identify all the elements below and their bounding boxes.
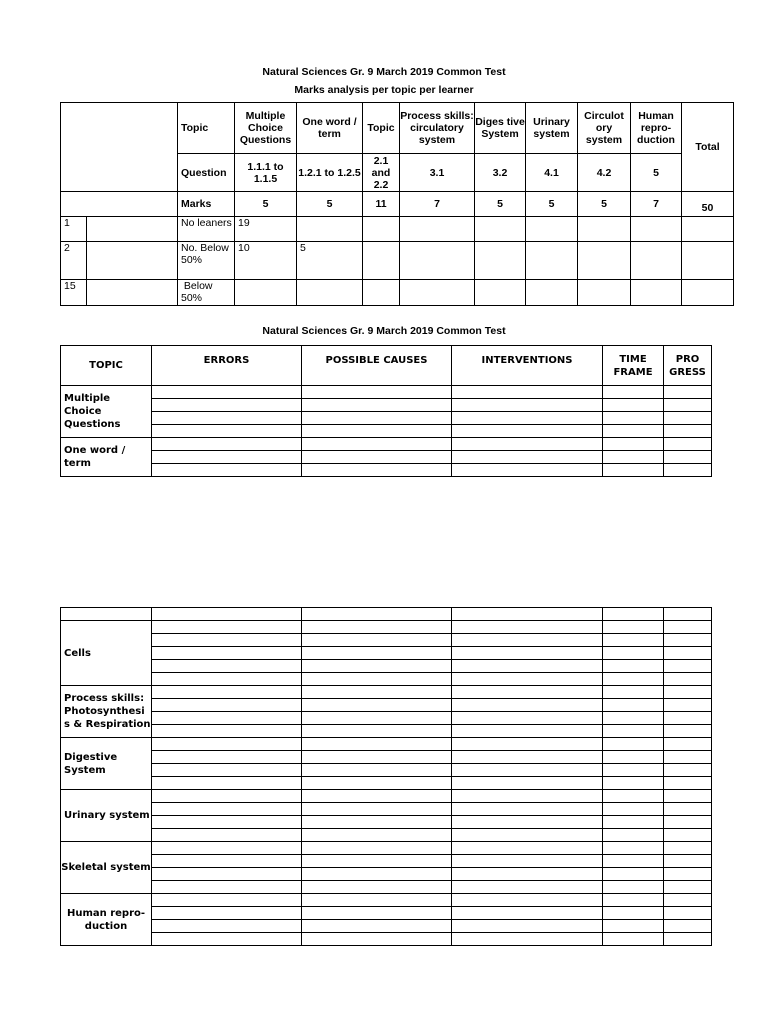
- blank-cell: [682, 242, 734, 280]
- marks-cell: 5: [526, 192, 578, 217]
- time-frame-column-header: TIME FRAME: [603, 346, 664, 386]
- topic-cell: Multiple Choice Questions: [61, 386, 152, 438]
- empty-cell: [603, 790, 664, 803]
- empty-cell: [664, 712, 712, 725]
- empty-cell: [664, 660, 712, 673]
- topic-header: Circulot ory system: [578, 103, 631, 154]
- empty-cell: [664, 438, 712, 451]
- empty-cell: [152, 816, 302, 829]
- empty-cell: [452, 894, 603, 907]
- topic-cell: Human repro-duction: [61, 894, 152, 946]
- empty-cell: [152, 764, 302, 777]
- value-cell: [578, 242, 631, 280]
- value-cell: [475, 217, 526, 242]
- plan-row: [61, 881, 712, 894]
- topic-cell: Process skills: Photosynthesi s & Respiration: [61, 686, 152, 738]
- question-cell: 1.1.1 to 1.1.5: [235, 154, 297, 192]
- empty-cell: [302, 464, 452, 477]
- empty-cell: [664, 699, 712, 712]
- empty-cell: [152, 608, 302, 621]
- empty-cell: [603, 438, 664, 451]
- empty-cell: [152, 647, 302, 660]
- empty-cell: [152, 464, 302, 477]
- plan-row: [61, 894, 712, 907]
- empty-cell: [302, 920, 452, 933]
- empty-cell: [152, 621, 302, 634]
- blank-cell: [682, 280, 734, 306]
- empty-cell: [452, 751, 603, 764]
- plan-row: [61, 803, 712, 816]
- empty-cell: [603, 725, 664, 738]
- topic-header: Topic: [363, 103, 400, 154]
- value-cell: [235, 280, 297, 306]
- empty-cell: [603, 712, 664, 725]
- empty-cell: [452, 933, 603, 946]
- question-row-label: Question: [178, 154, 235, 192]
- empty-cell: [452, 412, 603, 425]
- empty-cell: [452, 451, 603, 464]
- empty-cell: [603, 764, 664, 777]
- plan-row: [61, 738, 712, 751]
- marks-analysis-table: [60, 102, 734, 306]
- empty-cell: [302, 725, 452, 738]
- empty-cell: [452, 790, 603, 803]
- empty-cell: [664, 868, 712, 881]
- empty-cell: [664, 920, 712, 933]
- value-cell: 5: [297, 242, 363, 280]
- empty-cell: [664, 816, 712, 829]
- empty-cell: [152, 425, 302, 438]
- empty-cell: [302, 608, 452, 621]
- plan-row: [61, 621, 712, 634]
- empty-cell: [452, 920, 603, 933]
- empty-cell: [664, 399, 712, 412]
- empty-cell: [664, 412, 712, 425]
- empty-cell: [302, 412, 452, 425]
- empty-cell: [452, 621, 603, 634]
- empty-cell: [152, 386, 302, 399]
- interventions-column-header: INTERVENTIONS: [452, 346, 603, 386]
- empty-cell: [603, 829, 664, 842]
- empty-cell: [152, 803, 302, 816]
- empty-cell: [603, 803, 664, 816]
- empty-cell: [152, 399, 302, 412]
- empty-cell: [302, 751, 452, 764]
- empty-cell: [664, 673, 712, 686]
- value-cell: [578, 280, 631, 306]
- empty-cell: [452, 907, 603, 920]
- plan-row: [61, 751, 712, 764]
- plan-row: [61, 777, 712, 790]
- plan-row: [61, 907, 712, 920]
- blank-cell: [682, 217, 734, 242]
- section-title: Natural Sciences Gr. 9 March 2019 Common Test: [262, 325, 506, 337]
- empty-cell: [603, 660, 664, 673]
- empty-cell: [603, 608, 664, 621]
- empty-cell: [603, 673, 664, 686]
- empty-cell: [302, 686, 452, 699]
- value-cell: [475, 280, 526, 306]
- blank-topic-cell: [61, 608, 152, 621]
- empty-cell: [302, 425, 452, 438]
- value-cell: [475, 242, 526, 280]
- topic-cell: Digestive System: [61, 738, 152, 790]
- empty-cell: [152, 881, 302, 894]
- plan-row: [61, 764, 712, 777]
- causes-column-header: POSSIBLE CAUSES: [302, 346, 452, 386]
- empty-cell: [302, 803, 452, 816]
- row-number: 15: [61, 280, 87, 306]
- empty-cell: [452, 634, 603, 647]
- topic-cell: One word / term: [61, 438, 152, 477]
- empty-cell: [603, 386, 664, 399]
- corner-cell: [61, 103, 178, 192]
- empty-cell: [452, 777, 603, 790]
- value-cell: 10: [235, 242, 297, 280]
- empty-cell: [603, 920, 664, 933]
- empty-cell: [452, 699, 603, 712]
- empty-cell: [302, 673, 452, 686]
- value-cell: [297, 280, 363, 306]
- empty-cell: [152, 933, 302, 946]
- empty-cell: [603, 399, 664, 412]
- value-cell: [631, 280, 682, 306]
- empty-cell: [302, 816, 452, 829]
- marks-cell: 7: [400, 192, 475, 217]
- plan-row: [61, 425, 712, 438]
- marks-cell: 7: [631, 192, 682, 217]
- empty-cell: [452, 464, 603, 477]
- marks-cell: 5: [578, 192, 631, 217]
- empty-cell: [302, 777, 452, 790]
- empty-cell: [664, 842, 712, 855]
- value-cell: [400, 280, 475, 306]
- empty-cell: [452, 686, 603, 699]
- plan-row: [61, 660, 712, 673]
- value-cell: [526, 280, 578, 306]
- marks-cell: 11: [363, 192, 400, 217]
- plan-row: [61, 634, 712, 647]
- empty-cell: [664, 386, 712, 399]
- empty-cell: [452, 855, 603, 868]
- empty-cell: [452, 829, 603, 842]
- row-number: 1: [61, 217, 87, 242]
- empty-cell: [302, 699, 452, 712]
- question-cell: 3.2: [475, 154, 526, 192]
- empty-cell: [302, 621, 452, 634]
- empty-cell: [152, 842, 302, 855]
- empty-cell: [302, 881, 452, 894]
- empty-cell: [152, 673, 302, 686]
- question-cell: 5: [631, 154, 682, 192]
- empty-cell: [603, 425, 664, 438]
- empty-cell: [152, 660, 302, 673]
- plan-row: [61, 608, 712, 621]
- empty-cell: [152, 855, 302, 868]
- value-cell: [526, 242, 578, 280]
- plan-row: [61, 842, 712, 855]
- empty-cell: [603, 881, 664, 894]
- empty-cell: [603, 933, 664, 946]
- row-label: No leaners: [178, 217, 235, 242]
- empty-cell: [302, 907, 452, 920]
- empty-cell: [452, 764, 603, 777]
- empty-cell: [302, 660, 452, 673]
- value-cell: [631, 242, 682, 280]
- plan-row: [61, 699, 712, 712]
- empty-cell: [302, 738, 452, 751]
- value-cell: [526, 217, 578, 242]
- empty-cell: [152, 412, 302, 425]
- empty-cell: [452, 399, 603, 412]
- empty-cell: [603, 699, 664, 712]
- empty-cell: [302, 855, 452, 868]
- empty-cell: [152, 868, 302, 881]
- empty-cell: [664, 829, 712, 842]
- empty-cell: [664, 647, 712, 660]
- empty-cell: [664, 608, 712, 621]
- empty-cell: [664, 933, 712, 946]
- empty-cell: [603, 451, 664, 464]
- empty-cell: [152, 451, 302, 464]
- empty-cell: [302, 647, 452, 660]
- empty-cell: [152, 751, 302, 764]
- empty-cell: [302, 790, 452, 803]
- plan-row: [61, 412, 712, 425]
- topic-cell: Cells: [61, 621, 152, 686]
- empty-cell: [452, 660, 603, 673]
- empty-cell: [302, 894, 452, 907]
- topic-row-label: Topic: [178, 103, 235, 154]
- plan-row: [61, 816, 712, 829]
- topic-header: One word / term: [297, 103, 363, 154]
- value-cell: [578, 217, 631, 242]
- empty-cell: [152, 894, 302, 907]
- empty-cell: [664, 803, 712, 816]
- empty-cell: [603, 751, 664, 764]
- empty-cell: [603, 686, 664, 699]
- empty-cell: [452, 803, 603, 816]
- empty-cell: [603, 777, 664, 790]
- blank-cell: [87, 280, 178, 306]
- empty-cell: [452, 842, 603, 855]
- empty-cell: [664, 907, 712, 920]
- plan-row: [61, 855, 712, 868]
- empty-cell: [152, 907, 302, 920]
- empty-cell: [152, 438, 302, 451]
- empty-cell: [302, 451, 452, 464]
- empty-cell: [452, 712, 603, 725]
- question-cell: 3.1: [400, 154, 475, 192]
- empty-cell: [603, 647, 664, 660]
- progress-column-header: PRO GRESS: [664, 346, 712, 386]
- empty-cell: [603, 634, 664, 647]
- empty-cell: [603, 907, 664, 920]
- empty-cell: [664, 790, 712, 803]
- marks-row-label: Marks: [178, 192, 235, 217]
- marks-cell: 5: [235, 192, 297, 217]
- plan-row: [61, 829, 712, 842]
- plan-row: [61, 399, 712, 412]
- question-cell: 2.1 and 2.2: [363, 154, 400, 192]
- topic-header: Multiple Choice Questions: [235, 103, 297, 154]
- empty-cell: [603, 738, 664, 751]
- value-cell: [400, 217, 475, 242]
- empty-cell: [664, 881, 712, 894]
- value-cell: [631, 217, 682, 242]
- plan-row: [61, 647, 712, 660]
- blank-cell: [61, 192, 178, 217]
- plan-row: [61, 933, 712, 946]
- empty-cell: [302, 868, 452, 881]
- empty-cell: [603, 621, 664, 634]
- empty-cell: [302, 933, 452, 946]
- empty-cell: [603, 894, 664, 907]
- empty-cell: [664, 725, 712, 738]
- row-label: No. Below 50%: [178, 242, 235, 280]
- plan-row: [61, 386, 712, 399]
- empty-cell: [452, 425, 603, 438]
- plan-row: [61, 868, 712, 881]
- empty-cell: [664, 464, 712, 477]
- empty-cell: [452, 647, 603, 660]
- empty-cell: [152, 686, 302, 699]
- empty-cell: [664, 634, 712, 647]
- value-cell: [363, 217, 400, 242]
- empty-cell: [302, 634, 452, 647]
- empty-cell: [452, 438, 603, 451]
- value-cell: [363, 280, 400, 306]
- empty-cell: [664, 855, 712, 868]
- plan-row: [61, 673, 712, 686]
- empty-cell: [664, 621, 712, 634]
- empty-cell: [302, 386, 452, 399]
- errors-column-header: ERRORS: [152, 346, 302, 386]
- intervention-plan-table-continued: [60, 607, 712, 946]
- empty-cell: [152, 790, 302, 803]
- empty-cell: [603, 855, 664, 868]
- plan-row: [61, 712, 712, 725]
- total-header: Total: [682, 103, 734, 192]
- empty-cell: [152, 777, 302, 790]
- plan-row: [61, 686, 712, 699]
- topic-header: Process skills: circulatory system: [400, 103, 475, 154]
- empty-cell: [302, 438, 452, 451]
- value-cell: 19: [235, 217, 297, 242]
- topic-cell: Urinary system: [61, 790, 152, 842]
- empty-cell: [603, 412, 664, 425]
- empty-cell: [302, 399, 452, 412]
- topic-header: Human repro-duction: [631, 103, 682, 154]
- empty-cell: [603, 868, 664, 881]
- plan-row: [61, 464, 712, 477]
- empty-cell: [152, 829, 302, 842]
- empty-cell: [152, 712, 302, 725]
- plan-row: [61, 920, 712, 933]
- empty-cell: [603, 464, 664, 477]
- question-cell: 4.1: [526, 154, 578, 192]
- marks-cell: 5: [297, 192, 363, 217]
- plan-row: [61, 790, 712, 803]
- question-cell: 4.2: [578, 154, 631, 192]
- empty-cell: [603, 842, 664, 855]
- row-number: 2: [61, 242, 87, 280]
- empty-cell: [664, 777, 712, 790]
- value-cell: [297, 217, 363, 242]
- empty-cell: [664, 738, 712, 751]
- empty-cell: [664, 894, 712, 907]
- empty-cell: [664, 764, 712, 777]
- empty-cell: [152, 699, 302, 712]
- empty-cell: [152, 634, 302, 647]
- value-cell: [363, 242, 400, 280]
- empty-cell: [152, 725, 302, 738]
- empty-cell: [664, 451, 712, 464]
- empty-cell: [452, 673, 603, 686]
- empty-cell: [664, 425, 712, 438]
- empty-cell: [302, 842, 452, 855]
- total-marks: 50: [682, 192, 734, 217]
- empty-cell: [302, 712, 452, 725]
- empty-cell: [452, 738, 603, 751]
- empty-cell: [452, 608, 603, 621]
- plan-row: [61, 451, 712, 464]
- row-label: Below 50%: [178, 280, 235, 306]
- intervention-plan-table: [60, 345, 712, 477]
- empty-cell: [452, 868, 603, 881]
- topic-header: Urinary system: [526, 103, 578, 154]
- empty-cell: [664, 686, 712, 699]
- plan-row: [61, 725, 712, 738]
- marks-cell: 5: [475, 192, 526, 217]
- topic-header: Diges tive System: [475, 103, 526, 154]
- empty-cell: [302, 829, 452, 842]
- empty-cell: [302, 764, 452, 777]
- blank-cell: [87, 242, 178, 280]
- value-cell: [400, 242, 475, 280]
- empty-cell: [452, 816, 603, 829]
- empty-cell: [603, 816, 664, 829]
- topic-column-header: TOPIC: [61, 346, 152, 386]
- page-title: Natural Sciences Gr. 9 March 2019 Common Test: [262, 66, 506, 78]
- empty-cell: [152, 738, 302, 751]
- empty-cell: [452, 725, 603, 738]
- blank-cell: [87, 217, 178, 242]
- topic-cell: Skeletal system: [61, 842, 152, 894]
- empty-cell: [664, 751, 712, 764]
- question-cell: 1.2.1 to 1.2.5: [297, 154, 363, 192]
- empty-cell: [452, 386, 603, 399]
- page-subtitle: Marks analysis per topic per learner: [294, 84, 474, 96]
- plan-row: [61, 438, 712, 451]
- empty-cell: [452, 881, 603, 894]
- empty-cell: [152, 920, 302, 933]
